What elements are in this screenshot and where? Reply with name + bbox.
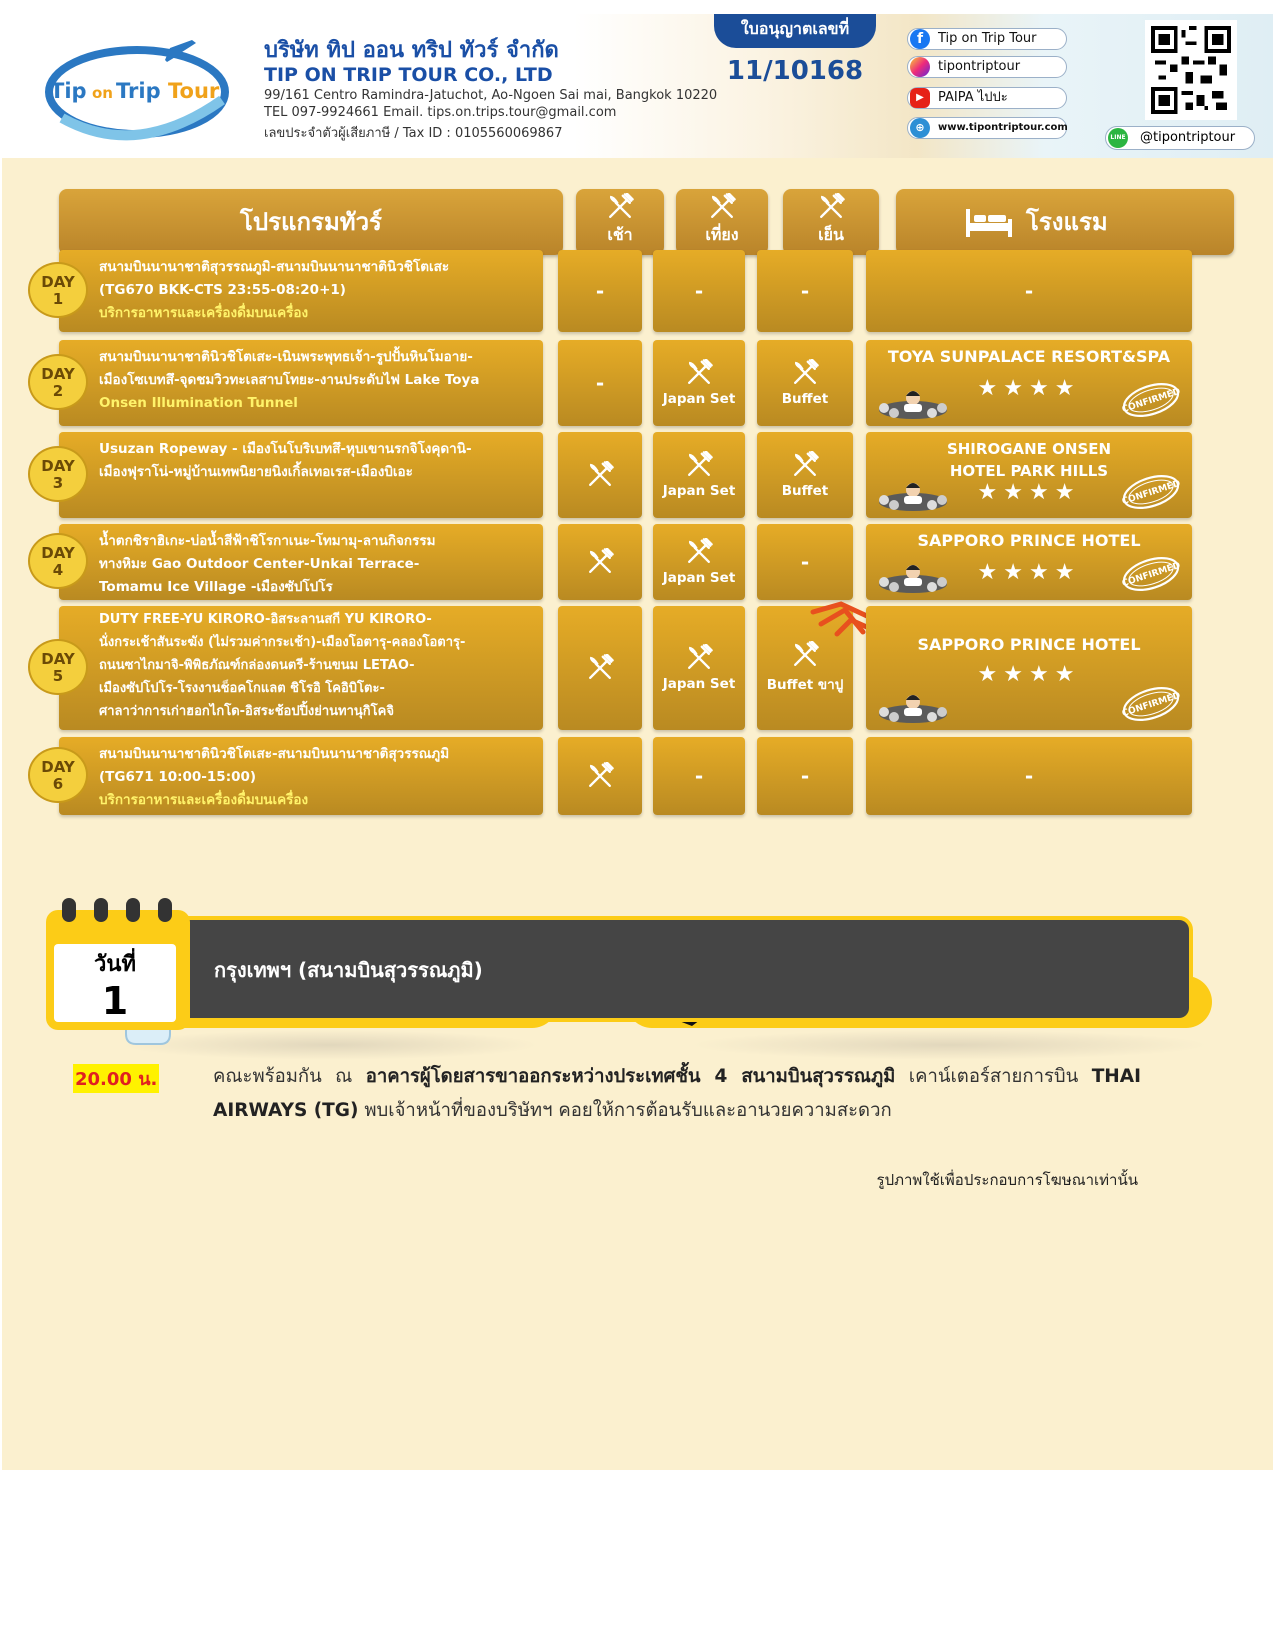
program-line: เมืองฟุราโน่-หมู่บ้านเทพนิยายนิงเกิ้ลเทอเรส-เมืองบิเอะ: [99, 464, 413, 480]
program-cell-day-4: [59, 524, 543, 600]
meal-content: [653, 451, 745, 499]
desc-part-1: คณะพร้อมกัน ณ: [213, 1066, 366, 1087]
breakfast-cell-day-3: [558, 432, 642, 518]
day-badge-prefix: DAY: [41, 365, 75, 383]
instagram-icon: [910, 57, 930, 77]
onsen-icon: [876, 478, 950, 512]
instagram-label: tipontriptour: [938, 59, 1021, 74]
meal-content: [757, 359, 853, 407]
program-line: บริการอาหารและเครื่องดื่มบนเครื่อง: [99, 305, 309, 321]
desc-part-3: พบเจ้าหน้าที่ของบริษัทฯ คอยให้การต้อนรับและอานวยความสะดวก: [358, 1100, 892, 1121]
breakfast-cell-day-4: [558, 524, 642, 600]
empty-dash: -: [595, 279, 605, 303]
breakfast-cell-day-5: [558, 606, 642, 730]
day-badge: [28, 354, 88, 410]
fork-knife-icon: [783, 189, 879, 225]
website-label: www.tipontriptour.com: [938, 122, 1068, 133]
program-line: (TG670 BKK-CTS 23:55-08:20+1): [99, 282, 346, 298]
confirmed-stamp-icon: [1120, 686, 1182, 722]
meal-content: [653, 644, 745, 692]
fork-knife-icon: [653, 538, 745, 566]
day-badge-prefix: DAY: [41, 758, 75, 776]
day-badge-number: 1: [52, 290, 64, 308]
meal-content: [558, 762, 642, 790]
header-program: [59, 189, 563, 255]
company-logo: [42, 30, 242, 150]
youtube-label: PAIPA ไปปะ: [938, 90, 1008, 105]
program-line: Onsen Illumination Tunnel: [99, 395, 298, 411]
program-line: สนามบินนานาชาตินิวชิโตเสะ-เนินพระพุทธเจ้า-รูปปั้นหินโมอาย-: [99, 349, 473, 365]
hotel-cell-day-4: [866, 524, 1192, 600]
day-badge: [28, 747, 88, 803]
program-cell-day-5: [59, 606, 543, 730]
hotel-name: SAPPORO PRINCE HOTEL: [917, 531, 1141, 550]
confirmed-stamp-text: CONFIRMED: [1120, 690, 1182, 720]
lunch-cell-day-4: [653, 524, 745, 600]
line-label: @tipontriptour: [1140, 130, 1236, 145]
day1-number: 1: [101, 979, 129, 1023]
globe-icon: ⊕: [910, 118, 930, 138]
website-link[interactable]: [907, 117, 1067, 139]
program-line: บริการอาหารและเครื่องดื่มบนเครื่อง: [99, 792, 309, 808]
desc-part-2: เคาน์เตอร์สายการบิน: [895, 1066, 1092, 1087]
day1-time: 20.00 น.: [73, 1064, 159, 1093]
bed-icon: [964, 205, 1014, 243]
header-dinner-label: เย็น: [818, 225, 844, 244]
dinner-cell-day-5: [757, 606, 853, 730]
program-text: [59, 340, 543, 415]
fork-knife-icon: [558, 461, 642, 489]
day1-description: [213, 1060, 1141, 1128]
crab-leg-icon: [807, 598, 873, 646]
hotel-stars: ★★★★: [977, 560, 1081, 585]
company-name-en: TIP ON TRIP TOUR CO., LTD: [264, 64, 553, 86]
program-text: [59, 432, 543, 484]
onsen-icon: [876, 386, 950, 420]
empty-dash: -: [800, 764, 810, 788]
meal-label: Buffet: [781, 483, 829, 499]
empty-dash: -: [1024, 764, 1034, 788]
hotel-stars: ★★★★: [977, 376, 1081, 401]
dinner-cell-day-6: [757, 737, 853, 815]
program-cell-day-3: [59, 432, 543, 518]
meal-content: [653, 538, 745, 586]
fork-knife-icon: [653, 359, 745, 387]
svg-text:Trip: Trip: [116, 79, 161, 103]
header-lunch-label: เที่ยง: [705, 225, 739, 244]
water-shadow: [120, 1030, 540, 1060]
day-badge-number: 6: [52, 775, 64, 793]
youtube-link[interactable]: [907, 87, 1067, 109]
svg-text:on: on: [92, 84, 113, 102]
hotel-stars: ★★★★: [977, 662, 1081, 687]
header-breakfast-label: เช้า: [607, 225, 633, 244]
svg-text:Tour: Tour: [168, 79, 220, 103]
day-badge-number: 3: [52, 474, 64, 492]
program-line: Usuzan Ropeway - เมืองโนโบริเบทสึ-หุบเขานรกจิโงคุดานิ-: [99, 441, 472, 457]
hotel-name: TOYA SUNPALACE RESORT&SPA: [887, 347, 1171, 366]
day1-label: วันที่: [94, 952, 136, 977]
qr-code: [1145, 20, 1237, 120]
program-text: [59, 524, 543, 599]
facebook-icon: f: [910, 29, 930, 49]
hotel-name: SAPPORO PRINCE HOTEL: [917, 635, 1141, 654]
breakfast-cell-day-6: [558, 737, 642, 815]
day-badge: [28, 639, 88, 695]
program-line: สนามบินนานาชาติสุวรรณภูมิ-สนามบินนานาชาตินิวชิโตเสะ: [99, 259, 450, 275]
dinner-cell-day-1: [757, 250, 853, 332]
day-badge-number: 5: [52, 667, 64, 685]
day-badge: [28, 262, 88, 318]
meal-label: Japan Set: [662, 570, 736, 586]
lunch-cell-day-3: [653, 432, 745, 518]
calendar-face: [54, 944, 176, 1022]
breakfast-cell-day-1: [558, 250, 642, 332]
hotel-cell-day-3: [866, 432, 1192, 518]
program-cell-day-6: [59, 737, 543, 815]
fork-knife-icon: [757, 359, 853, 387]
empty-dash: -: [800, 279, 810, 303]
facebook-label: Tip on Trip Tour: [938, 31, 1037, 46]
dinner-cell-day-4: [757, 524, 853, 600]
lunch-cell-day-5: [653, 606, 745, 730]
meal-label: Japan Set: [662, 483, 736, 499]
dinner-cell-day-2: [757, 340, 853, 426]
day-badge-prefix: DAY: [41, 273, 75, 291]
day-badge-prefix: DAY: [41, 650, 75, 668]
fork-knife-icon: [653, 644, 745, 672]
onsen-icon: [876, 690, 950, 724]
day-badge-prefix: DAY: [41, 544, 75, 562]
fork-knife-icon: [653, 451, 745, 479]
company-tax-id: เลขประจำตัวผู้เสียภาษี / Tax ID : 0105560069867: [264, 126, 563, 141]
image-disclaimer: รูปภาพใช้เพื่อประกอบการโฆษณาเท่านั้น: [876, 1171, 1138, 1189]
confirmed-stamp-text: CONFIRMED: [1120, 560, 1182, 590]
header-program-label: โปรแกรมทัวร์: [240, 208, 382, 236]
license-label: ใบอนุญาตเลขที่: [714, 14, 876, 48]
meal-label: Buffet: [781, 391, 829, 407]
header: [2, 14, 1273, 158]
program-cell-day-2: [59, 340, 543, 426]
hotel-name: SHIROGANE ONSEN HOTEL PARK HILLS: [946, 440, 1112, 480]
calendar-ring: [126, 898, 140, 922]
meal-content: [757, 641, 853, 695]
program-text: [59, 250, 543, 325]
hotel-cell-day-6: [866, 737, 1192, 815]
program-line: น้ำตกชิราฮิเกะ-บ่อน้ำสีฟ้าชิโรกาเนะ-โทมามุ-ลานกิจกรรม: [99, 533, 436, 549]
header-lunch: [676, 189, 768, 255]
day-badge: [28, 533, 88, 589]
meal-content: [653, 359, 745, 407]
license-number: 11/10168: [726, 56, 864, 86]
onsen-icon: [876, 560, 950, 594]
program-line: (TG671 10:00-15:00): [99, 769, 257, 785]
program-line: เมืองโซเบทสึ-จุดชมวิวทะเลสาบโทยะ-งานประดับไฟ Lake Toya: [99, 372, 480, 388]
dinner-cell-day-3: [757, 432, 853, 518]
empty-dash: -: [800, 550, 810, 574]
meal-content: [558, 654, 642, 682]
line-icon: LINE: [1108, 128, 1128, 148]
hotel-cell-day-1: [866, 250, 1192, 332]
day-badge-number: 2: [52, 382, 64, 400]
company-name-th: บริษัท ทิป ออน ทริป ทัวร์ จำกัด: [264, 38, 559, 63]
day-badge: [28, 446, 88, 502]
lunch-cell-day-1: [653, 250, 745, 332]
confirmed-stamp-icon: [1120, 556, 1182, 592]
program-text: [59, 606, 543, 723]
meal-shadow: [690, 1030, 1210, 1060]
facebook-link[interactable]: [907, 28, 1067, 50]
calendar-ring: [94, 898, 108, 922]
day-badge-prefix: DAY: [41, 457, 75, 475]
empty-dash: -: [694, 279, 704, 303]
line-link[interactable]: [1105, 126, 1255, 150]
header-dinner: [783, 189, 879, 255]
fork-knife-icon: [576, 189, 664, 225]
empty-dash: -: [694, 764, 704, 788]
hotel-cell-day-2: [866, 340, 1192, 426]
day-badge-number: 4: [52, 561, 64, 579]
meal-label: Japan Set: [662, 391, 736, 407]
hotel-stars: ★★★★: [977, 480, 1081, 505]
program-cell-day-1: [59, 250, 543, 332]
program-line: ศาลาว่าการเก่าฮอกไกโด-อิสระช้อปปิ้งย่านทานุกิโคจิ: [99, 704, 394, 719]
fork-knife-icon: [757, 451, 853, 479]
meal-label: Japan Set: [662, 676, 736, 692]
meal-label: Buffet ขาปู: [766, 677, 844, 693]
program-text: [59, 737, 543, 812]
program-line: DUTY FREE-YU KIRORO-อิสระลานสกี YU KIRORO-: [99, 612, 432, 627]
calendar-ring: [62, 898, 76, 922]
youtube-icon: ▶: [910, 88, 930, 108]
confirmed-stamp-icon: [1120, 474, 1182, 510]
company-contact: TEL 097-9924661 Email. tips.on.trips.tour@gmail.com: [264, 105, 617, 120]
desc-terminal: อาคารผู้โดยสารขาออกระหว่างประเทศชั้น 4 สนามบินสุวรรณภูมิ: [365, 1066, 896, 1087]
desc-airline: THAI AIRWAYS (TG): [213, 1066, 1141, 1121]
meal-content: [558, 461, 642, 489]
company-address: 99/161 Centro Ramindra-Jatuchot, Ao-Ngoen Sai mai, Bangkok 10220: [264, 88, 718, 103]
fork-knife-icon: [558, 654, 642, 682]
fork-knife-icon: [676, 189, 768, 225]
lunch-cell-day-6: [653, 737, 745, 815]
fork-knife-icon: [558, 548, 642, 576]
program-line: ทางหิมะ Gao Outdoor Center-Unkai Terrace-: [99, 556, 420, 572]
empty-dash: -: [1024, 279, 1034, 303]
meal-content: [757, 451, 853, 499]
program-line: ถนนซาไกมาจิ-พิพิธภัณฑ์กล่องดนตรี-ร้านขนม LETAO-: [99, 658, 415, 673]
header-breakfast: [576, 189, 664, 255]
hotel-cell-day-5: [866, 606, 1192, 730]
empty-dash: -: [595, 371, 605, 395]
program-line: สนามบินนานาชาตินิวชิโตเสะ-สนามบินนานาชาติสุวรรณภูมิ: [99, 746, 450, 762]
instagram-link[interactable]: [907, 56, 1067, 78]
svg-text:Tip: Tip: [50, 79, 87, 103]
program-line: Tomamu Ice Village -เมืองซัปโปโร: [99, 579, 333, 595]
meal-content: [558, 548, 642, 576]
calendar-ring: [158, 898, 172, 922]
fork-knife-icon: [558, 762, 642, 790]
program-line: นั่งกระเช้าสันระฆัง (ไม่รวมค่ากระเช้า)-เมืองโอตารุ-คลองโอตารุ-: [99, 635, 466, 650]
day1-title: กรุงเทพฯ (สนามบินสุวรรณภูมิ): [214, 958, 483, 982]
program-line: เมืองซัปโปโร-โรงงานช็อคโกแลต ชิโรอิ โคอิบิโตะ-: [99, 681, 385, 696]
confirmed-stamp-text: CONFIRMED: [1120, 386, 1182, 416]
header-hotel: [896, 189, 1234, 255]
lunch-cell-day-2: [653, 340, 745, 426]
confirmed-stamp-icon: [1120, 382, 1182, 418]
calendar-icon: [46, 910, 190, 1030]
day1-title-bar: [180, 916, 1193, 1022]
header-hotel-label: โรงแรม: [1026, 208, 1108, 236]
confirmed-stamp-text: CONFIRMED: [1120, 478, 1182, 508]
breakfast-cell-day-2: [558, 340, 642, 426]
